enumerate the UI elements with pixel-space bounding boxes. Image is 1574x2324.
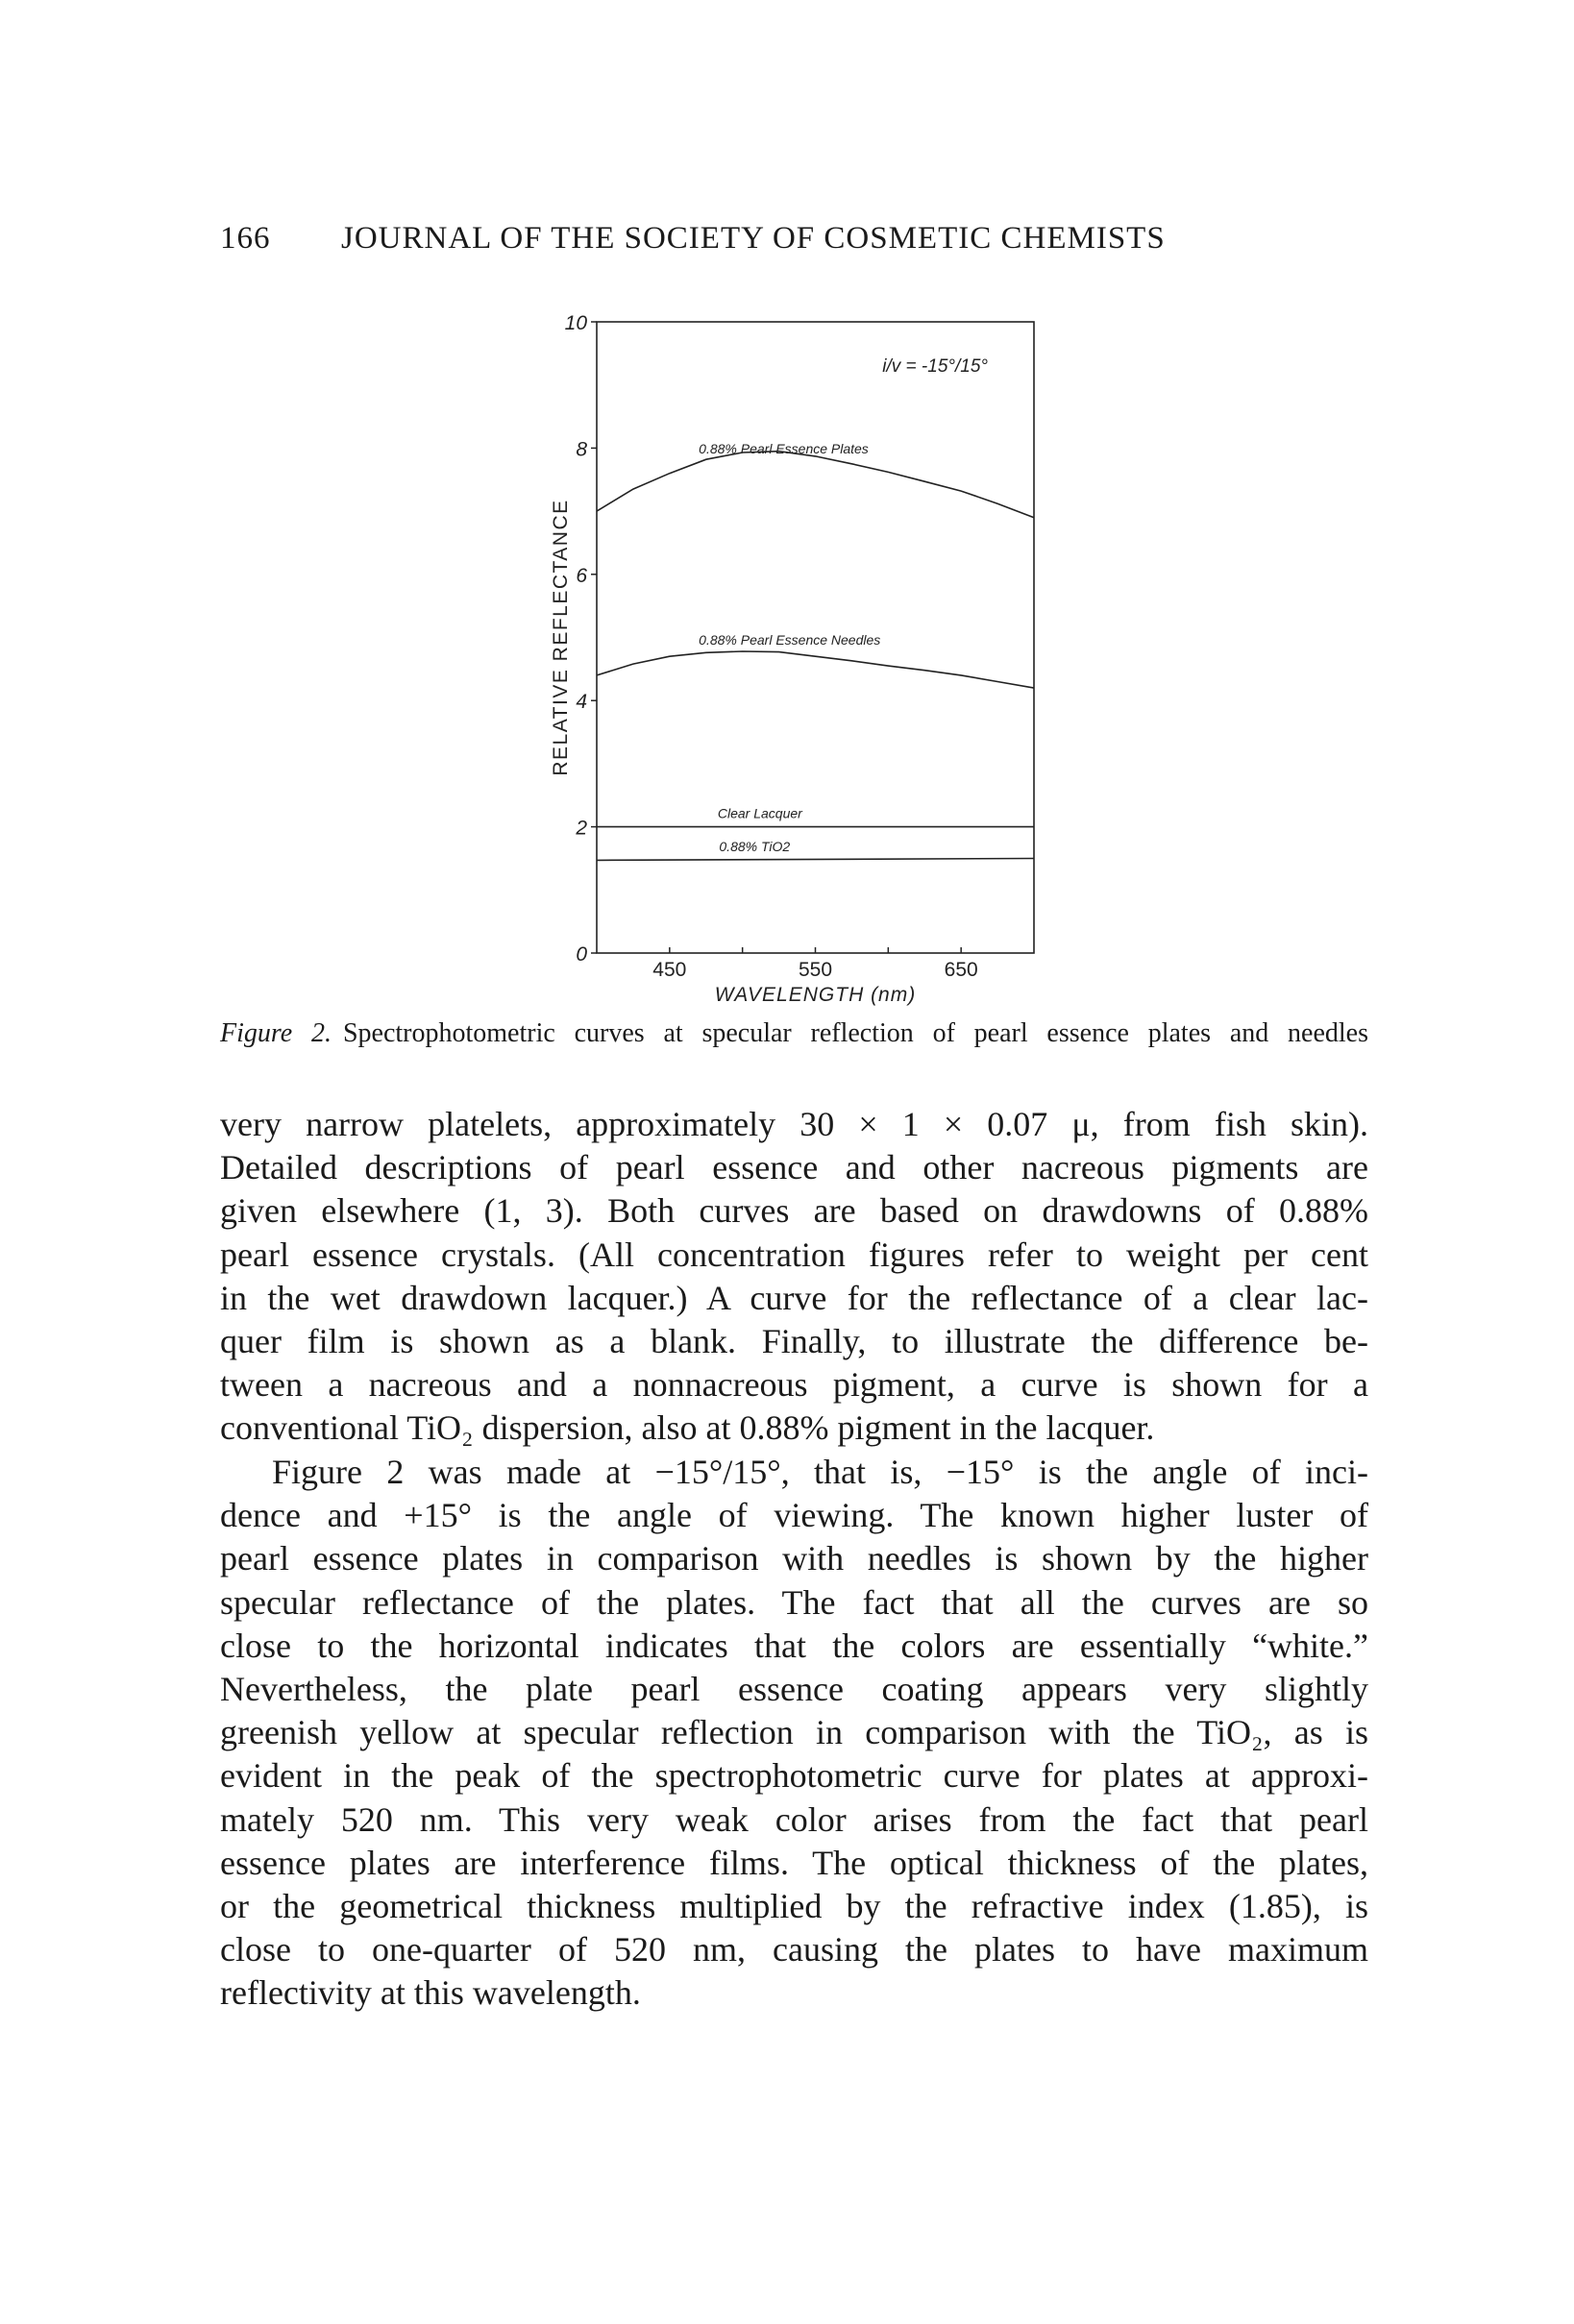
text-line: given elsewhere (1, 3). Both curves are based on drawdowns of 0.88% (220, 1191, 1368, 1231)
series-label: 0.88% TiO2 (719, 838, 791, 854)
text-line: reflectivity at this wavelength. (220, 1973, 641, 2013)
text-line: tween a nacreous and a nonnacreous pigment, a curve is shown for a (220, 1365, 1368, 1405)
x-tick-label: 550 (798, 959, 833, 981)
page-number: 166 (220, 221, 271, 256)
series-label: 0.88% Pearl Essence Needles (699, 632, 881, 648)
angle-annotation: i/v = -15°/15° (882, 356, 988, 377)
y-tick-label: 4 (576, 691, 587, 714)
text-line: pearl essence crystals. (All concentration figures refer to weight per cent (220, 1235, 1368, 1274)
text-line: very narrow platelets, approximately 30 × 1 × 0.07 μ, from fish skin). (220, 1105, 1368, 1143)
text-line: in the wet drawdown lacquer.) A curve for the reflectance of a clear lac- (220, 1278, 1368, 1317)
series-label: 0.88% Pearl Essence Plates (699, 441, 869, 457)
paragraph-1 (220, 1103, 1368, 1451)
y-axis-label: RELATIVE REFLECTANCE (550, 499, 572, 776)
figure-caption (220, 1018, 1368, 1049)
text-line: greenish yellow at specular reflection in comparison with the TiO₂, as is (220, 1713, 1368, 1752)
y-tick-label: 0 (576, 943, 587, 966)
text-line: conventional TiO₂ dispersion, also at 0.88% pigment in the lacquer. (220, 1408, 1155, 1448)
text-line: quer film is shown as a blank. Finally, to illustrate the difference be- (220, 1321, 1368, 1360)
text-line: Figure 2 was made at −15°/15°, that is, −15° is the angle of inci- (272, 1453, 1368, 1491)
y-tick-label: 8 (576, 438, 587, 461)
y-tick-label: 10 (564, 312, 587, 334)
y-tick-label: 2 (576, 817, 587, 840)
series-line (597, 452, 1034, 518)
x-axis-label: WAVELENGTH (nm) (714, 984, 917, 1006)
x-tick-label: 450 (652, 959, 687, 981)
text-line: Detailed descriptions of pearl essence and other nacreous pigments are (220, 1148, 1368, 1187)
y-tick-label: 6 (576, 564, 587, 587)
text-line: specular reflectance of the plates. The fact that all the curves are so (220, 1582, 1368, 1622)
series-line (597, 651, 1034, 688)
text-line: close to one-quarter of 520 nm, causing the plates to have maximum (220, 1930, 1368, 1969)
text-line: essence plates are interference films. The optical thickness of the plates, (220, 1843, 1368, 1882)
series-label: Clear Lacquer (717, 805, 802, 821)
running-header: JOURNAL OF THE SOCIETY OF COSMETIC CHEMISTS (341, 221, 1166, 256)
text-line: or the geometrical thickness multiplied by the refractive index (1.85), is (220, 1886, 1368, 1925)
x-tick-label: 650 (944, 959, 978, 981)
text-line: evident in the peak of the spectrophotometric curve for plates at approxi- (220, 1756, 1368, 1796)
text-line: pearl essence plates in comparison with needles is shown by the higher (220, 1539, 1368, 1578)
text-line: close to the horizontal indicates that the colors are essentially “white.” (220, 1626, 1368, 1665)
text-line: dence and +15° is the angle of viewing. The known higher luster of (220, 1496, 1368, 1535)
text-line: mately 520 nm. This very weak color arises from the fact that pearl (220, 1799, 1368, 1839)
paragraph-2 (220, 1451, 1368, 2015)
reflectance-chart (0, 0, 1574, 1018)
text-line: Nevertheless, the plate pearl essence coating appears very slightly (220, 1669, 1368, 1708)
caption-text: Spectrophotometric curves at specular reflection of pearl essence plates and needles (342, 1018, 1369, 1048)
series-line (597, 859, 1034, 861)
caption-label: Figure 2. (220, 1018, 332, 1048)
